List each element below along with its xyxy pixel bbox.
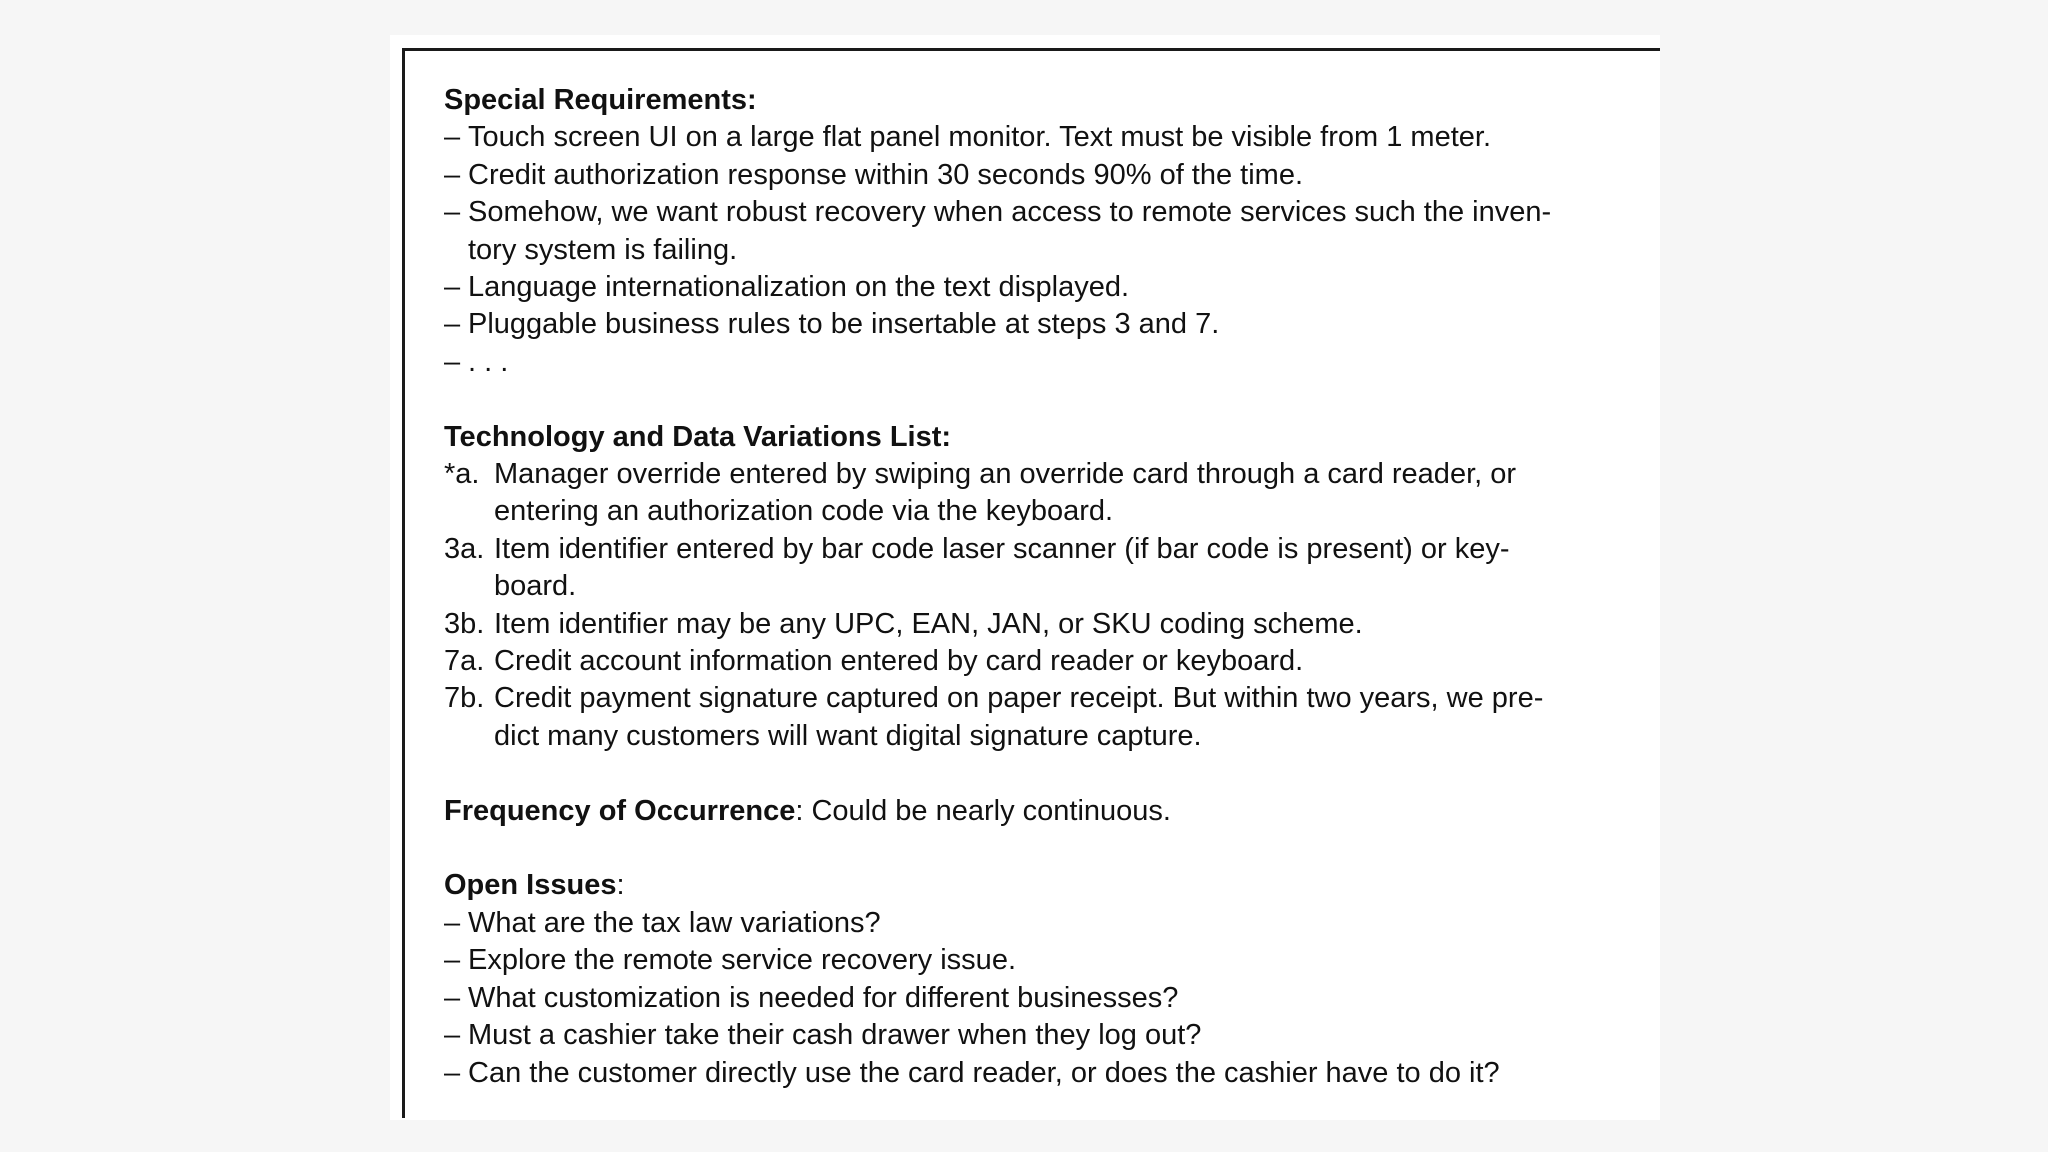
open-issue-item: – Can the customer directly use the card reader, or does the cashier have to do it? <box>444 1056 1500 1089</box>
frame-top-border <box>402 48 1660 51</box>
frame-left-border <box>402 48 405 1118</box>
open-issues-heading: Open Issues <box>444 869 617 902</box>
section-spacer <box>444 755 1644 792</box>
requirement-item: – Pluggable business rules to be insertable at steps 3 and 7. <box>444 308 1220 341</box>
open-issues-section: Open Issues: – What are the tax law variations? – Explore the remote service recovery issue. – What customization is needed for different businesses? – Must a cashier take their cash drawer when they log out? – Can the customer directly use the card reader, or does the cashier have to do it? <box>444 867 1644 1091</box>
open-issue-item: – Must a cashier take their cash drawer when they log out? <box>444 1019 1202 1052</box>
open-issue-item: – Explore the remote service recovery issue. <box>444 944 1016 977</box>
requirement-item: – Language internationalization on the text displayed. <box>444 271 1130 304</box>
requirement-item: – Touch screen UI on a large flat panel monitor. Text must be visible from 1 meter. <box>444 121 1492 154</box>
open-issue-item: – What customization is needed for different businesses? <box>444 981 1179 1014</box>
frequency-section <box>444 793 1644 830</box>
technology-variations-section <box>444 419 1644 756</box>
variation-item: *a. Manager override entered by swiping an override card through a card reader, or entering an authorization code via the keyboard. <box>444 458 1517 528</box>
requirement-item: – . . . <box>444 345 509 378</box>
special-requirements-section <box>444 82 1644 381</box>
variation-item: 3a. Item identifier entered by bar code laser scanner (if bar code is present) or key- board. <box>444 532 1510 603</box>
document-content <box>444 82 1644 1092</box>
section-spacer <box>444 830 1644 867</box>
technology-variations-heading: Technology and Data Variations List: <box>444 420 952 453</box>
variation-item: 3b. Item identifier may be any UPC, EAN, JAN, or SKU coding scheme. <box>444 607 1363 640</box>
frequency-label: Frequency of Occurrence <box>444 794 796 827</box>
variation-item: 7b. Credit payment signature captured on paper receipt. But within two years, we pre- dict many customers will want digital signature capture. <box>444 682 1544 752</box>
open-issue-item: – What are the tax law variations? <box>444 906 881 939</box>
section-spacer <box>444 381 1644 418</box>
special-requirements-heading: Special Requirements: <box>444 84 757 116</box>
frequency-text: : Could be nearly continuous. <box>795 794 1171 827</box>
requirement-item: – Credit authorization response within 30 seconds 90% of the time. <box>444 158 1304 191</box>
requirement-item: – Somehow, we want robust recovery when access to remote services such the inven- tory system is failing. <box>444 196 1552 266</box>
variation-item: 7a. Credit account information entered by card reader or keyboard. <box>444 645 1304 678</box>
